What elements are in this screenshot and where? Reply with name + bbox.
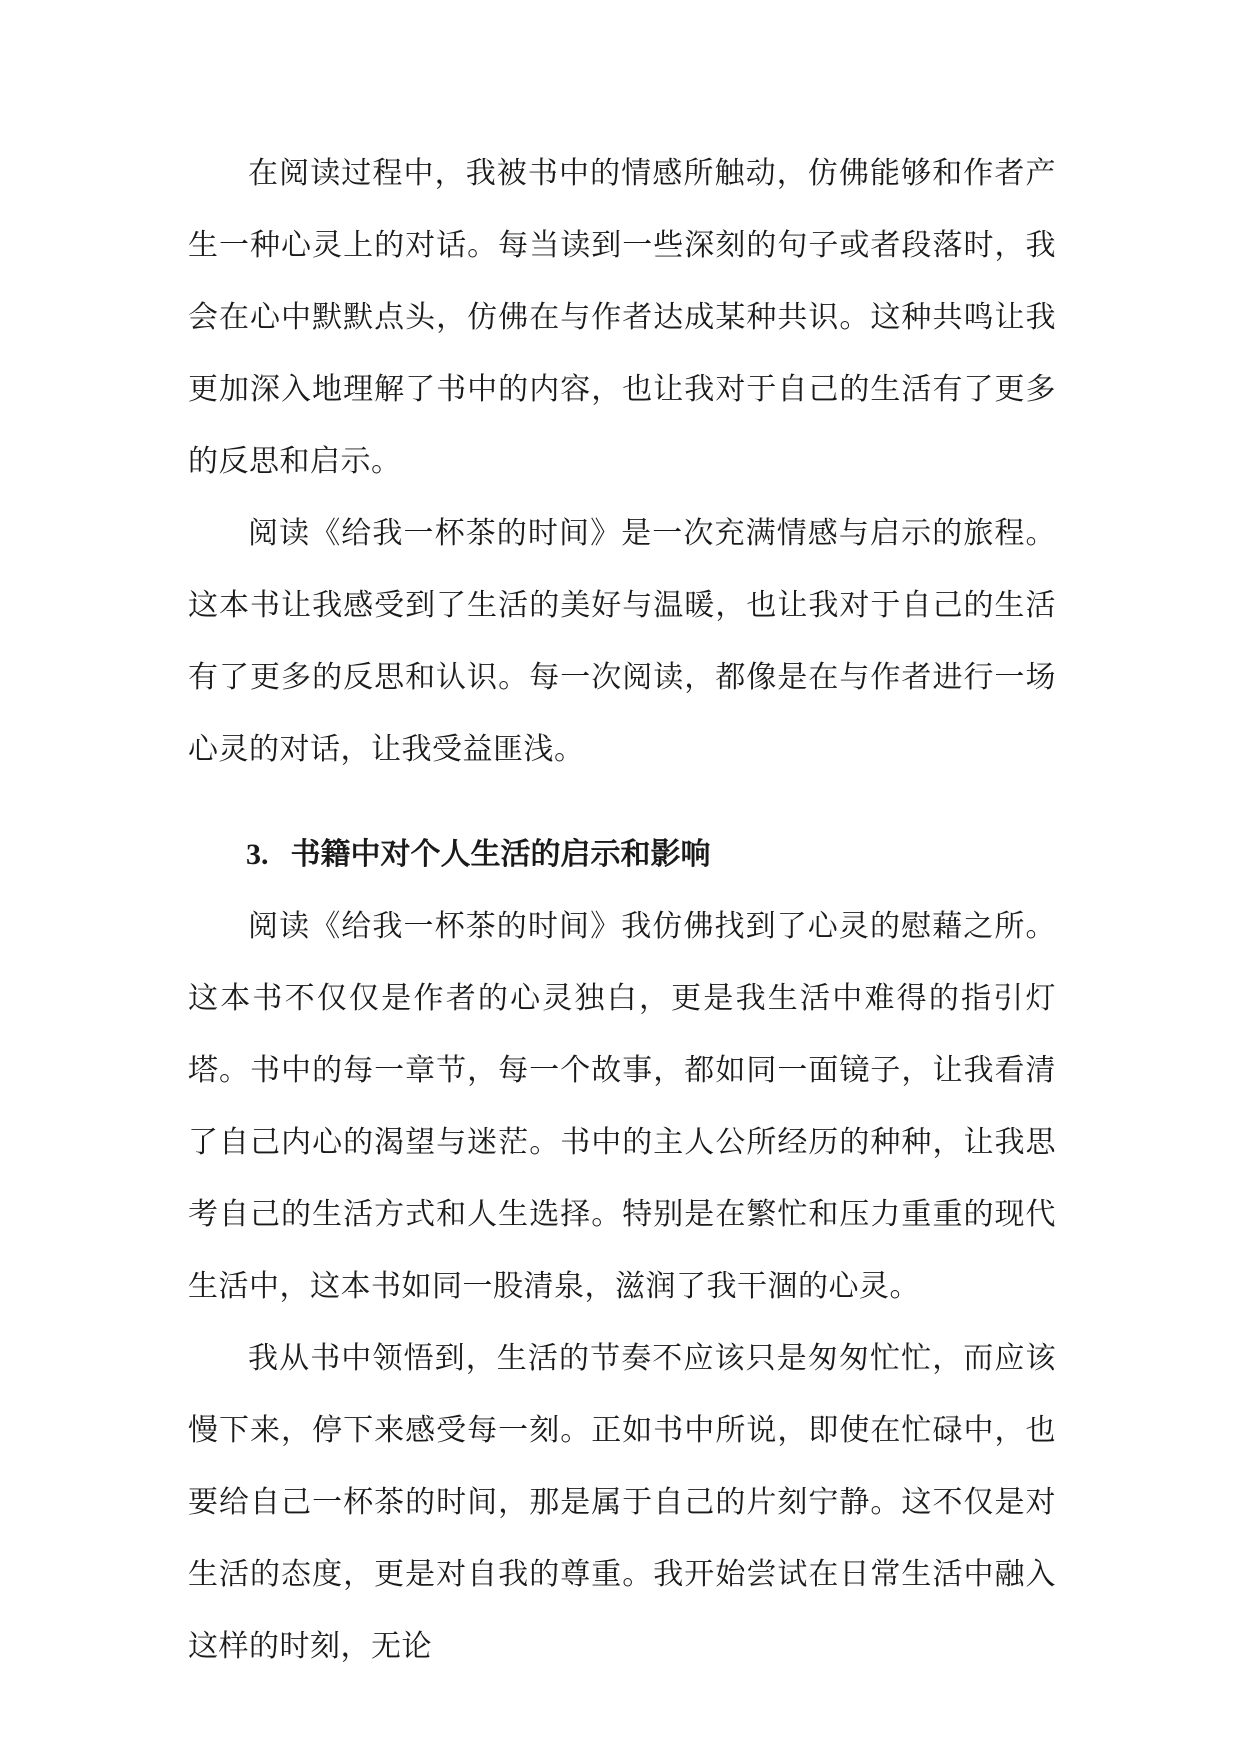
body-paragraph: 阅读《给我一杯茶的时间》我仿佛找到了心灵的慰藉之所。这本书不仅仅是作者的心灵独白，更是我生活中难得的指引灯塔。书中的每一章节，每一个故事，都如同一面镜子，让我看清了自己内心的渴望与迷茫。书中的主人公所经历的种种，让我思考自己的生活方式和人生选择。特别是在繁忙和压力重重的现代生活中，这本书如同一股清泉，滋润了我干涸的心灵。 xyxy=(188,909,1056,1304)
section-number: 3. xyxy=(246,838,269,871)
section-heading xyxy=(188,819,1056,891)
body-paragraph: 在阅读过程中，我被书中的情感所触动，仿佛能够和作者产生一种心灵上的对话。每当读到一些深刻的句子或者段落时，我会在心中默默点头，仿佛在与作者达成某种共识。这种共鸣让我更加深入地理解了书中的内容，也让我对于自己的生活有了更多的反思和启示。 xyxy=(188,156,1056,479)
section-title: 书籍中对个人生活的启示和影响 xyxy=(290,837,711,872)
body-paragraph: 阅读《给我一杯茶的时间》是一次充满情感与启示的旅程。这本书让我感受到了生活的美好与温暖，也让我对于自己的生活有了更多的反思和认识。每一次阅读，都像是在与作者进行一场心灵的对话，让我受益匪浅。 xyxy=(188,516,1056,767)
body-paragraph: 我从书中领悟到，生活的节奏不应该只是匆匆忙忙，而应该慢下来，停下来感受每一刻。正如书中所说，即使在忙碌中，也要给自己一杯茶的时间，那是属于自己的片刻宁静。这不仅是对生活的态度，更是对自我的尊重。我开始尝试在日常生活中融入这样的时刻，无论 xyxy=(188,1341,1056,1664)
document-page xyxy=(188,138,1056,1683)
